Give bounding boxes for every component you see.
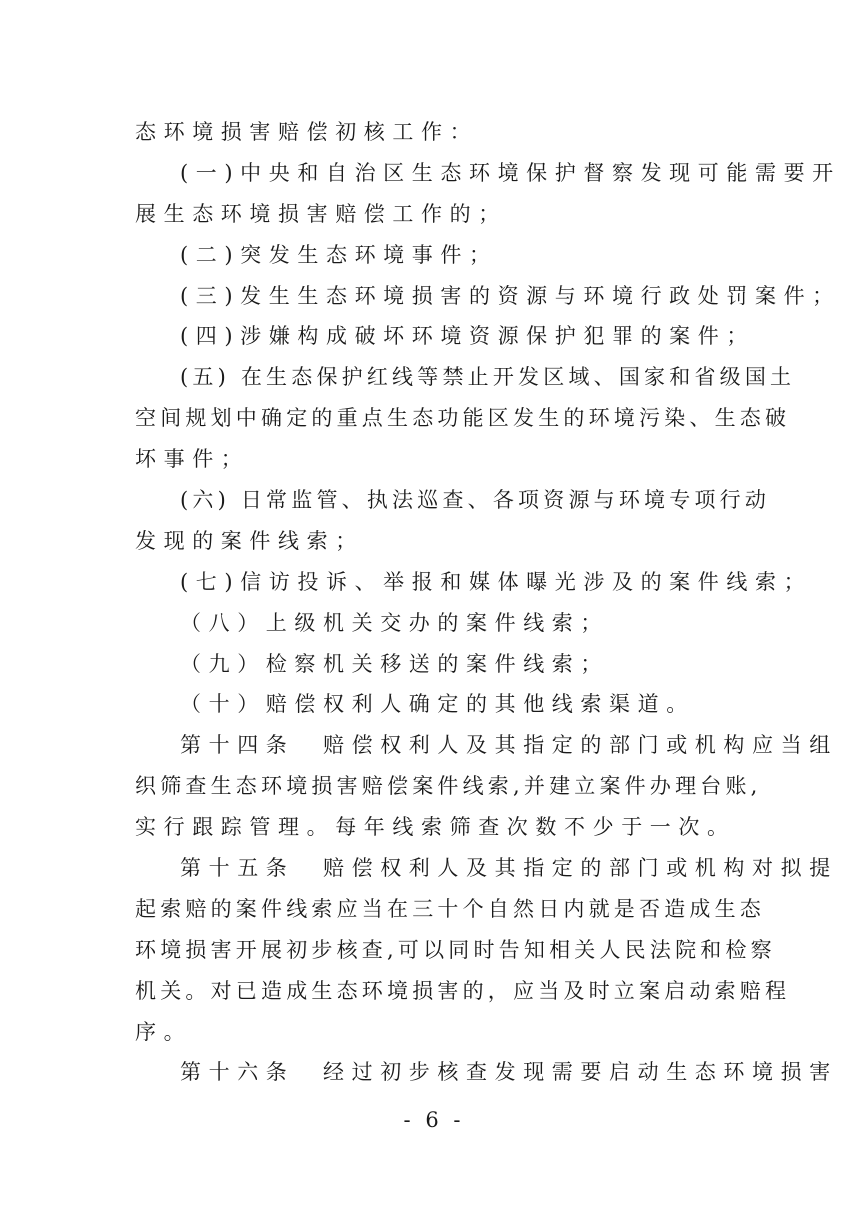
- list-item-5: (五) 在生态保护红线等禁止开发区域、国家和省级国土: [180, 365, 796, 390]
- article-16-heading-line: 第十六条 经过初步核查发现需要启动生态环境损害: [180, 1060, 838, 1085]
- text-line: 实行跟踪管理。每年线索筛查次数不少于一次。: [135, 815, 736, 840]
- text-line: 坏事件；: [135, 447, 250, 472]
- document-body: [135, 112, 841, 1093]
- text-line: 机关。对已造成生态环境损害的，应当及时立案启动索赔程: [135, 978, 791, 1003]
- text-line: 发现的案件线索；: [135, 528, 364, 553]
- list-item-10: （十）赔偿权利人确定的其他线索渠道。: [180, 692, 695, 717]
- list-item-1: (一)中央和自治区生态环境保护督察发现可能需要开: [180, 160, 841, 185]
- list-item-4: (四)涉嫌构成破坏环境资源保护犯罪的案件；: [180, 324, 755, 349]
- text-line: 环境损害开展初步核查,可以同时告知相关人民法院和检察: [135, 937, 776, 962]
- list-item-9: （九）检察机关移送的案件线索；: [180, 651, 609, 676]
- text-line: 序。: [135, 1019, 193, 1044]
- text-line: 展生态环境损害赔偿工作的；: [135, 201, 507, 226]
- list-item-3: (三)发生生态环境损害的资源与环境行政处罚案件；: [180, 283, 841, 308]
- list-item-6: (六) 日常监管、执法巡查、各项资源与环境专项行动: [180, 488, 771, 513]
- list-item-7: (七)信访投诉、举报和媒体曝光涉及的案件线索；: [180, 569, 813, 594]
- list-item-2: (二)突发生态环境事件；: [180, 242, 498, 267]
- list-item-8: （八）上级机关交办的案件线索；: [180, 610, 609, 635]
- text-line: 起索赔的案件线索应当在三十个自然日内就是否造成生态: [135, 896, 765, 921]
- page-number: - 6 -: [403, 1108, 465, 1132]
- text-line: 态环境损害赔偿初核工作：: [135, 120, 479, 144]
- article-14-heading-line: 第十四条 赔偿权利人及其指定的部门或机构应当组: [180, 733, 838, 758]
- text-line: 织筛查生态环境损害赔偿案件线索,并建立案件办理台账,: [135, 774, 762, 799]
- article-15-heading-line: 第十五条 赔偿权利人及其指定的部门或机构对拟提: [180, 856, 838, 881]
- text-line: 空间规划中确定的重点生态功能区发生的环境污染、生态破: [135, 406, 791, 431]
